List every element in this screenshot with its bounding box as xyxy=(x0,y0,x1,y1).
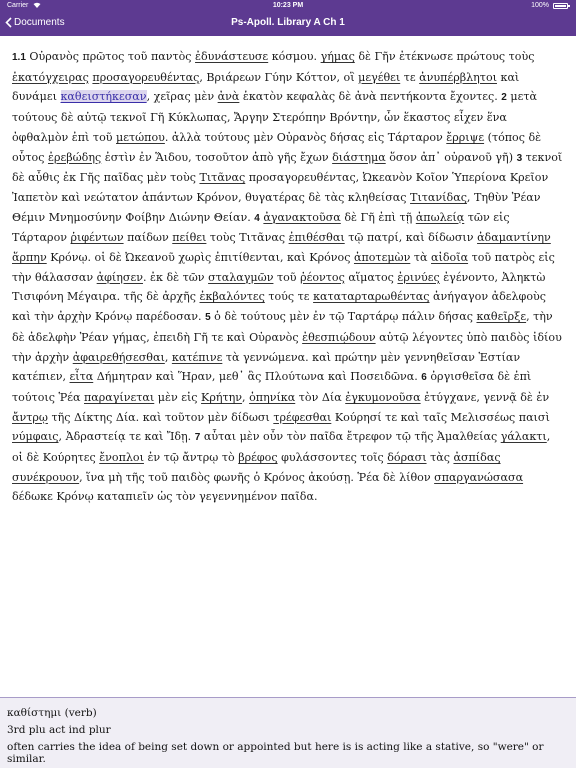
passage-text: τοὺς Τιτᾶνας xyxy=(206,231,289,245)
glossed-word[interactable]: ἑκατόγχειρας xyxy=(12,70,89,84)
passage-text: αἵματος xyxy=(344,270,398,284)
section-number: 6 xyxy=(421,372,427,384)
gloss-parse: 3rd plu act ind plur xyxy=(7,724,111,736)
nav-bar xyxy=(0,13,576,36)
glossed-word[interactable]: διάστημα xyxy=(332,150,386,164)
status-bar xyxy=(0,0,576,13)
passage-text: τεκνοῖ δὲ αὖθις ἐκ Γῆς παῖδας μὲν τοὺς xyxy=(12,150,563,185)
passage-text: , Ἀδραστείᾳ τε καὶ Ἴδῃ. xyxy=(58,430,195,444)
glossed-word[interactable]: ἀνὰ xyxy=(217,90,240,104)
passage-text: , Βριάρεων Γύην Κόττον, οἳ xyxy=(199,70,359,84)
passage-text: τούς τε xyxy=(264,290,314,304)
glossed-word[interactable]: ἀγανακτοῦσα xyxy=(263,210,341,224)
glossed-word[interactable]: ἐγκυμονοῦσα xyxy=(345,390,421,404)
section-number: 5 xyxy=(205,312,211,324)
gloss-lemma: καθίστημι (verb) xyxy=(7,707,97,719)
glossed-word[interactable]: καταταρταρωθέντας xyxy=(313,290,430,304)
glossed-word[interactable]: ἐρινύες xyxy=(397,270,440,284)
section-number: 4 xyxy=(254,212,260,224)
glossed-word[interactable]: δόρασι xyxy=(387,451,427,465)
glossed-word[interactable]: κατέπινε xyxy=(171,350,223,364)
back-button-label: Documents xyxy=(14,17,65,29)
passage-text: Δήμητραν καὶ Ἥραν, μεθ᾽ ἃς Πλούτωνα καὶ Ποσειδῶνα. xyxy=(93,370,422,384)
glossed-word[interactable]: ὁπηνίκα xyxy=(249,390,296,404)
passage-text: αὗται μὲν οὖν τὸν παῖδα ἔτρεφον τῷ τῆς Ἀμαλθείας xyxy=(200,430,501,444)
passage-text: αὐτῷ λέγοντες ὑπὸ παιδὸς ἰδίου τὴν ἀρχὴν xyxy=(12,330,562,364)
glossed-word[interactable]: μετώπου xyxy=(116,130,165,144)
glossed-word[interactable]: μεγέθει xyxy=(358,70,401,84)
passage-text: μὲν εἰς xyxy=(154,390,202,404)
passage-text: , xyxy=(164,350,172,364)
passage-text: τοῦ xyxy=(273,270,301,284)
passage-text: καὶ δυνάμει xyxy=(12,70,520,104)
glossed-word[interactable]: ῥέοντος xyxy=(300,270,345,284)
glossed-word[interactable]: ἐπιθέσθαι xyxy=(288,231,345,245)
glossed-word[interactable]: εἶτα xyxy=(69,370,94,384)
passage-text: ἀνήγαγον ἀδελφοὺς καὶ τὴν ἀρχὴν Κρόνῳ παρέδοσαν. xyxy=(12,290,546,324)
passage-text: παίδων xyxy=(123,231,173,245)
glossed-word[interactable]: τρέφεσθαι xyxy=(273,410,332,424)
passage-text: Οὐρανὸς πρῶτος τοῦ παντὸς xyxy=(25,50,196,63)
carrier-label: Carrier xyxy=(7,2,29,9)
glossed-word[interactable]: ἀποτεμὼν xyxy=(353,251,411,265)
passage-text: τοῦ πατρὸς εἰς τὴν θάλασσαν xyxy=(12,251,555,284)
glossed-word[interactable]: παραγίνεται xyxy=(84,390,155,404)
passage-text: , ἵνα μὴ τῆς τοῦ παιδὸς φωνῆς ὁ Κρόνος ἀκούσῃ. Ῥέα δὲ λίθον xyxy=(79,470,435,484)
passage-text: . ἐκ δὲ τῶν xyxy=(142,270,209,284)
glossed-word[interactable]: Τιτᾶνας xyxy=(199,171,246,185)
passage-text: ἐγένοντο, Ἀληκτὼ Τισιφόνη Μέγαιρα. τῆς δὲ ἀρχῆς xyxy=(12,270,546,304)
passage-text: , χεῖρας μὲν xyxy=(146,90,218,104)
passage-text: , xyxy=(242,390,250,404)
passage-text: . ἀλλὰ τούτους μὲν Οὐρανὸς δήσας εἰς Τάρταρον xyxy=(164,130,447,144)
battery-icon xyxy=(553,3,568,9)
section-number: 2 xyxy=(501,92,507,104)
glossed-word[interactable]: Κρήτην xyxy=(201,390,243,404)
passage-text: τε xyxy=(400,70,420,84)
glossed-word[interactable]: ῥιφέντων xyxy=(70,231,124,245)
passage-text: ἐτύγχανε, γεννᾷ δὲ ἐν xyxy=(420,390,550,404)
glossed-word[interactable]: σταλαγμῶν xyxy=(208,270,274,284)
glossed-word[interactable]: σπαργανώσασα xyxy=(434,470,524,484)
passage-text: ἐν τῷ ἄντρῳ τὸ xyxy=(143,451,239,465)
passage-text: τῶν εἰς Τάρταρον xyxy=(12,210,510,245)
glossed-word[interactable]: ἀσπίδας xyxy=(453,451,501,465)
selected-word[interactable]: καθειστήκεσαν xyxy=(60,90,147,104)
passage-text: , Τηθὺν Ῥέαν Θέμιν Μνημοσύνην Φοίβην Διώνην Θείαν. xyxy=(12,190,541,224)
passage-text: δὲ Γῆ ἐπὶ τῇ xyxy=(340,210,416,224)
passage-text: προσαγορευθέντας, Ὠκεανὸν Κοῖον Ὑπερίονα Κρεῖον Ἰαπετὸν καὶ νεώτατον ἁπάντων Κρόνον, θυγατέρας δὲ τὰς κληθείσας xyxy=(12,171,549,204)
glossed-word[interactable]: γάλακτι xyxy=(500,430,547,444)
passage-text: (τόπος δὲ οὗτος xyxy=(12,130,542,164)
passage-text: ὁ δὲ τούτους μὲν ἐν τῷ Ταρτάρῳ πάλιν δήσας xyxy=(210,310,477,324)
section-number: 1.1 xyxy=(12,52,26,63)
glossed-word[interactable]: ἄντρῳ xyxy=(12,410,48,424)
passage-text: μετὰ τούτους δὲ αὐτῷ τεκνοῖ Γῆ Κύκλωπας, Ἄργην Στερόπην Βρόντην, ὧν ἕκαστος εἶχεν ἕνα ὀφθαλμὸν ἐπὶ τοῦ xyxy=(12,90,537,144)
gloss-note: often carries the idea of being set down or appointed but here is is acting like a stative, so "were" or similar. xyxy=(7,741,544,765)
passage-text: φυλάσσοντες τοῖς xyxy=(277,451,388,465)
glossed-word[interactable]: ἀπωλείᾳ xyxy=(415,210,465,224)
glossed-word[interactable]: συνέκρουον xyxy=(12,470,80,484)
page-title: Ps-Apoll. Library A Ch 1 xyxy=(231,17,345,28)
passage-text: ὅσον ἀπ᾽ οὐρανοῦ γῆ) xyxy=(385,150,517,164)
glossed-word[interactable]: νύμφαις xyxy=(12,430,59,444)
battery-percent: 100% xyxy=(531,2,549,9)
passage-text: δέδωκε Κρόνῳ καταπιεῖν ὡς τὸν γεγεννημένον παῖδα. xyxy=(12,490,318,504)
glossed-word[interactable]: Τιτανίδας xyxy=(410,190,467,204)
glossed-word[interactable]: ἅρπην xyxy=(12,251,47,265)
passage-text: δὲ Γῆν ἐτέκνωσε πρώτους τοὺς xyxy=(354,50,535,63)
glossed-word[interactable]: ἀφαιρεθήσεσθαι xyxy=(72,350,165,364)
glossed-word[interactable]: βρέφος xyxy=(238,451,278,465)
passage-text: κόσμου. xyxy=(268,50,321,63)
passage-text: ὀργισθεῖσα δὲ ἐπὶ τούτοις Ῥέα xyxy=(12,370,532,404)
section-number: 7 xyxy=(194,432,201,444)
glossed-word[interactable]: ἔρριψε xyxy=(446,130,485,144)
glossed-word[interactable]: ἐδυνάστευσε xyxy=(195,50,269,63)
glossed-word[interactable]: ἀφίησεν xyxy=(96,270,143,284)
passage-text: , τὴν δὲ ἀδελφὴν Ῥέαν γήμας, ἐπειδὴ Γῆ τε καὶ Οὐρανὸς xyxy=(12,310,553,344)
glossed-word[interactable]: ἐκβαλόντες xyxy=(199,290,265,304)
battery-level xyxy=(555,5,566,7)
passage-text: τὰς xyxy=(426,451,454,465)
glossed-word[interactable]: ἐρεβώδης xyxy=(47,150,102,164)
glossed-word[interactable]: ἀδαμαντίνην xyxy=(477,231,551,245)
passage-text: Κρόνῳ. οἱ δὲ Ὠκεανοῦ χωρὶς ἐπιτίθενται, καὶ Κρόνος xyxy=(46,251,354,265)
passage-text: Κούρησί τε καὶ ταῖς Μελισσέως παισὶ xyxy=(331,410,550,424)
passage-text: τῷ πατρί, καὶ δίδωσιν xyxy=(344,231,478,245)
glossed-word[interactable]: καθεῖρξε xyxy=(476,310,527,324)
passage-text: τὰ γεννώμενα. καὶ πρώτην μὲν γεννηθεῖσαν Ἑστίαν κατέπιεν, xyxy=(12,350,521,384)
glossed-word[interactable]: γήμας xyxy=(320,50,355,63)
greek-passage xyxy=(12,47,564,507)
gloss-panel xyxy=(0,697,576,768)
glossed-word[interactable]: ἀνυπέρβλητοι xyxy=(419,70,497,84)
glossed-word[interactable]: προσαγορευθέντας xyxy=(92,70,200,84)
section-number: 3 xyxy=(516,152,523,164)
glossed-word[interactable]: πείθει xyxy=(172,231,207,245)
passage-text: , οἱ δὲ Κούρητες xyxy=(12,430,551,465)
passage-text: τὰ xyxy=(410,251,432,265)
status-time: 10:23 PM xyxy=(272,2,304,9)
passage-text: τὸν Δία xyxy=(295,390,346,404)
glossed-word[interactable]: ἐθεσπιῴδουν xyxy=(302,330,376,344)
glossed-word[interactable]: ἔνοπλοι xyxy=(99,451,144,465)
passage-text: ἐστὶν ἐν Ἅιδου, τοσοῦτον ἀπὸ γῆς ἔχων xyxy=(101,150,333,164)
passage-text: ἑκατὸν κεφαλὰς δὲ ἀνὰ πεντήκοντα ἔχοντες. xyxy=(239,90,502,104)
passage-text: τῆς Δίκτης Δία. καὶ τοῦτον μὲν δίδωσι xyxy=(47,410,274,424)
glossed-word[interactable]: αἰδοῖα xyxy=(431,251,469,265)
